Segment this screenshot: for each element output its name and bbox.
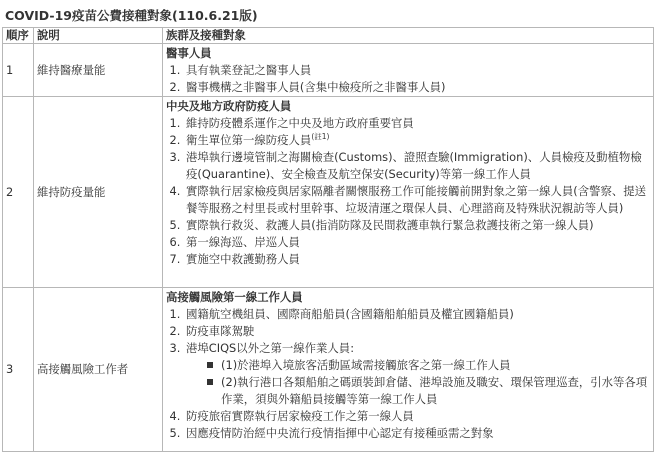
group-title: 中央及地方政府防疫人員 (166, 99, 292, 113)
row-description: 維持醫療量能 (34, 44, 163, 97)
table-row (3, 288, 654, 452)
row-order: 3 (3, 288, 34, 452)
list-item: 1. 具有執業登記之醫事人員 (184, 62, 650, 79)
row-targets (163, 288, 654, 452)
list-item-text: 港埠CIQS以外之第一線作業人員: (186, 341, 355, 355)
list-item: 4. 實際執行居家檢疫與居家隔離者關懷服務工作可能接觸前開對象之第一線人員(含警察、提送餐等服務之村里長或村里幹事、垃圾清運之環保人員、心理諮商及特殊狀況親訪等人員) (184, 183, 650, 217)
list-item: 1. 維持防疫體系運作之中央及地方政府重要官員 (184, 115, 650, 132)
row-targets (163, 44, 654, 97)
table-row (3, 97, 654, 288)
table-row (3, 44, 654, 97)
target-list (166, 115, 650, 268)
sub-list (186, 357, 650, 408)
sub-list-item: (2)執行港口各類船舶之碼頭裝卸倉儲、港埠設施及職安、環保管理巡查，引水等各項作業，須與外籍船員接觸等第一線工作人員 (207, 374, 650, 408)
list-item: 2. 醫事機構之非醫事人員(含集中檢疫所之非醫事人員) (184, 79, 650, 96)
list-item: 5. 因應疫情防治經中央流行疫情指揮中心認定有接種亟需之對象 (184, 425, 650, 442)
footnote-marker: (註1) (311, 132, 330, 142)
list-item-text: 衛生單位第一線防疫人員 (186, 133, 312, 147)
target-list (166, 306, 650, 442)
list-item (184, 340, 650, 408)
table-header-row (3, 28, 654, 44)
row-targets (163, 97, 654, 288)
row-description: 高接觸風險工作者 (34, 288, 163, 452)
row-description: 維持防疫量能 (34, 97, 163, 288)
list-item: 6. 第一線海巡、岸巡人員 (184, 234, 650, 251)
header-order: 順序 (3, 28, 34, 44)
list-item: 4. 防疫旅宿實際執行居家檢疫工作之第一線人員 (184, 408, 650, 425)
group-title: 高接觸風險第一線工作人員 (166, 290, 303, 304)
sub-list-item: (1)於港埠入境旅客活動區域需接觸旅客之第一線工作人員 (207, 357, 650, 374)
row-order: 2 (3, 97, 34, 288)
group-title: 醫事人員 (166, 46, 212, 60)
list-item: 2. 防疫車隊駕駛 (184, 323, 650, 340)
list-item: 3. 港埠執行邊境管制之海關檢查(Customs)、證照查驗(Immigration)、人員檢疫及動植物檢疫(Quarantine)、安全檢查及航空保安(Security)等第一線工作人員 (184, 149, 650, 183)
row-order: 1 (3, 44, 34, 97)
list-item: 7. 實施空中救護勤務人員 (184, 251, 650, 268)
list-item: 1. 國籍航空機組員、國際商船船員(含國籍船舶船員及權宜國籍船員) (184, 306, 650, 323)
target-list (166, 62, 650, 96)
page-title: COVID-19疫苗公費接種對象(110.6.21版) (5, 8, 258, 23)
header-target-group: 族群及接種對象 (163, 28, 654, 44)
list-item: 5. 實際執行救災、救護人員(指消防隊及民間救護車執行緊急救護技術之第一線人員) (184, 217, 650, 234)
vaccine-priority-table (2, 27, 654, 452)
list-item (184, 132, 650, 149)
header-description: 說明 (34, 28, 163, 44)
